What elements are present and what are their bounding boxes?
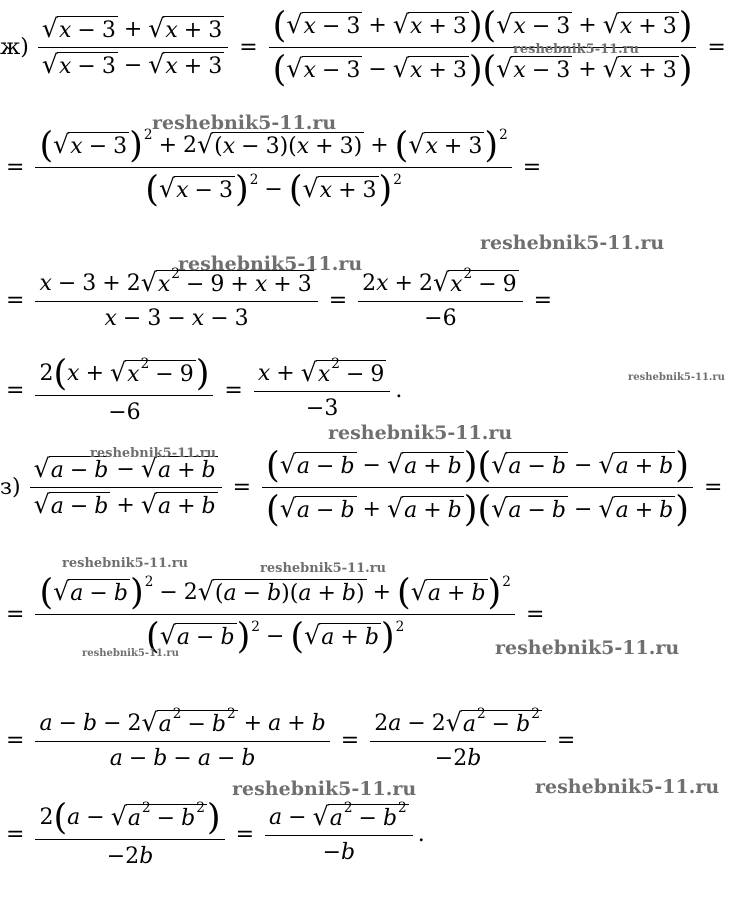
eq-zh-line-3: = x − 3 + 2 √ x 2 − 9 + x + 3 x − 3 − x − 3 = 2 x + 2 √ x 2 − 9 −6 = — [6, 266, 553, 331]
sqrt: √ x + 3 — [392, 10, 467, 40]
sqrt: √ a + b — [386, 494, 462, 524]
fraction: a − b − 2 √ a 2 − b 2 + a + b a − b − a − b — [35, 710, 329, 771]
fraction: √ x − 3 + √ x + 3 √ x − 3 − √ x + 3 — [38, 16, 228, 79]
period: . — [417, 822, 425, 848]
sqrt: √ a + b — [140, 490, 216, 520]
sqrt: √ a 2 − b 2 — [141, 706, 236, 737]
fraction: ( √ x − 3 ) 2 + 2 √ ( x − 3)( x + 3) + ( √ x + 3 ) 2 ( √ x − 3 ) 2 − ( √ x + 3 ) 2 — [35, 128, 511, 207]
fraction: ( √ a − b − √ a + b )( √ a − b − √ a + b ) ( √ a − b + √ a + b )( √ a − b − √ a + b ) — [262, 448, 693, 527]
sqrt: √ a 2 − b 2 — [110, 800, 205, 832]
sqrt: √ x 2 − 9 + x + 3 — [140, 266, 312, 297]
eq-z-line-2: = ( √ a − b ) 2 − 2 √ ( a − b )( a + b ) + ( √ a + b ) 2 ( √ a − b ) 2 − ( √ a + b ) 2 = — [6, 572, 545, 658]
sqrt: √ x + 3 — [392, 54, 467, 84]
sqrt: √ a + b — [410, 577, 486, 607]
watermark: reshebnik5-11.ru — [495, 637, 680, 659]
label-zh: ж) — [0, 35, 29, 61]
sqrt: √ x − 3 — [286, 54, 361, 84]
watermark: reshebnik5-11.ru — [178, 253, 363, 275]
sqrt: √ x 2 − 9 — [300, 356, 385, 388]
sqrt: √ a − b — [33, 454, 109, 484]
eq-z-line-4: = 2 ( a − √ a 2 − b 2 ) −2 b = a − √ a 2 − b 2 − b . — [6, 797, 425, 870]
sqrt: √ a − b — [159, 621, 235, 651]
fraction: 2 ( a − √ a 2 − b 2 ) −2 b — [35, 800, 224, 869]
sqrt: √ a + b — [598, 450, 674, 480]
sqrt: √ a − b — [33, 490, 109, 520]
sqrt: √ x + 3 — [148, 50, 223, 80]
sqrt: √ x − 3 — [41, 50, 116, 80]
fraction: ( √ x − 3 + √ x + 3 )( √ x − 3 + √ x + 3 ) ( √ x − 3 − √ x + 3 )( √ x − 3 + √ x + 3 ) — [269, 8, 697, 87]
sqrt: √ ( x − 3)( x + 3) — [197, 130, 363, 160]
sqrt: √ a 2 − b 2 — [312, 800, 407, 832]
eq-z-line-1: з) √ a − b − √ a + b √ a − b + √ a + b = ( √ a − b − √ a + b )( √ a − b − √ a + b ) ( √ a − b + √ a + b )( √ a − b − √ a + b ) = — [0, 445, 723, 531]
fraction: 2 a − 2 √ a 2 − b 2 −2 b — [370, 710, 546, 771]
eq-zh-line-2: = ( √ x − 3 ) 2 + 2 √ ( x − 3)( x + 3) + ( √ x + 3 ) 2 ( √ x − 3 ) 2 − ( √ x + 3 ) 2 = — [6, 125, 542, 211]
sqrt: √ x + 3 — [148, 14, 223, 44]
sqrt: √ x − 3 — [496, 54, 571, 84]
sqrt: √ x − 3 — [41, 14, 116, 44]
sqrt: √ ( a − b )( a + b ) — [197, 577, 365, 607]
fraction: x + √ x 2 − 9 −3 — [254, 360, 391, 421]
watermark: reshebnik5-11.ru — [62, 556, 189, 571]
fraction: x − 3 + 2 √ x 2 − 9 + x + 3 x − 3 − x − 3 — [35, 270, 317, 331]
watermark: reshebnik5-11.ru — [628, 372, 725, 383]
watermark: reshebnik5-11.ru — [90, 446, 217, 461]
sqrt: √ x + 3 — [408, 130, 483, 160]
sqrt: √ a − b — [279, 494, 355, 524]
sqrt: √ a 2 − b 2 — [445, 706, 540, 737]
sqrt: √ x 2 − 9 — [110, 356, 194, 388]
period: . — [395, 378, 403, 404]
eq-z-line-3: = a − b − 2 √ a 2 − b 2 + a + b a − b − a − b = 2 a − 2 √ a 2 − b 2 −2 b = — [6, 706, 576, 771]
fraction: a − √ a 2 − b 2 − b — [265, 804, 413, 865]
sqrt: √ a − b — [491, 494, 567, 524]
fraction: ( √ a − b ) 2 − 2 √ ( a − b )( a + b ) + ( √ a + b ) 2 ( √ a − b ) 2 − ( √ a + b ) 2 — [35, 575, 515, 654]
watermark: reshebnik5-11.ru — [260, 561, 387, 576]
sqrt: √ a − b — [279, 450, 355, 480]
sqrt: √ x − 3 — [286, 10, 361, 40]
sqrt: √ x 2 − 9 — [432, 266, 517, 297]
sqrt: √ a + b — [140, 454, 216, 484]
sqrt: √ a + b — [304, 621, 379, 651]
watermark: reshebnik5-11.ru — [480, 232, 665, 254]
watermark: reshebnik5-11.ru — [328, 422, 513, 444]
fraction: √ a − b − √ a + b √ a − b + √ a + b — [30, 456, 222, 519]
watermark: reshebnik5-11.ru — [535, 776, 720, 798]
sqrt: √ a + b — [598, 494, 674, 524]
label-z: з) — [0, 475, 21, 501]
watermark: reshebnik5-11.ru — [82, 648, 179, 659]
sqrt: √ a + b — [386, 450, 462, 480]
fraction: 2 ( x + √ x 2 − 9 ) −6 — [35, 356, 213, 425]
sqrt: √ x − 3 — [496, 10, 571, 40]
sqrt: √ x + 3 — [602, 10, 677, 40]
sqrt: √ a − b — [491, 450, 567, 480]
sqrt: √ x + 3 — [302, 174, 377, 204]
fraction: 2 x + 2 √ x 2 − 9 −6 — [358, 270, 523, 331]
sqrt: √ x + 3 — [602, 54, 677, 84]
eq-zh-line-4: = 2 ( x + √ x 2 − 9 ) −6 = x + √ x 2 − 9 −3 . — [6, 353, 403, 426]
watermark: reshebnik5-11.ru — [232, 778, 417, 800]
watermark: reshebnik5-11.ru — [513, 42, 640, 57]
sqrt: √ x − 3 — [158, 174, 233, 204]
sqrt: √ a − b — [53, 577, 128, 607]
sqrt: √ x − 3 — [53, 130, 128, 160]
eq-zh-line-1: ж) √ x − 3 + √ x + 3 √ x − 3 − √ x + 3 = ( √ x − 3 + √ x + 3 )( √ x − 3 + √ x + 3 ) ( √ x − 3 − √ x + 3 )( √ x − 3 + √ x + 3 ) = — [0, 5, 726, 91]
watermark: reshebnik5-11.ru — [152, 112, 337, 134]
